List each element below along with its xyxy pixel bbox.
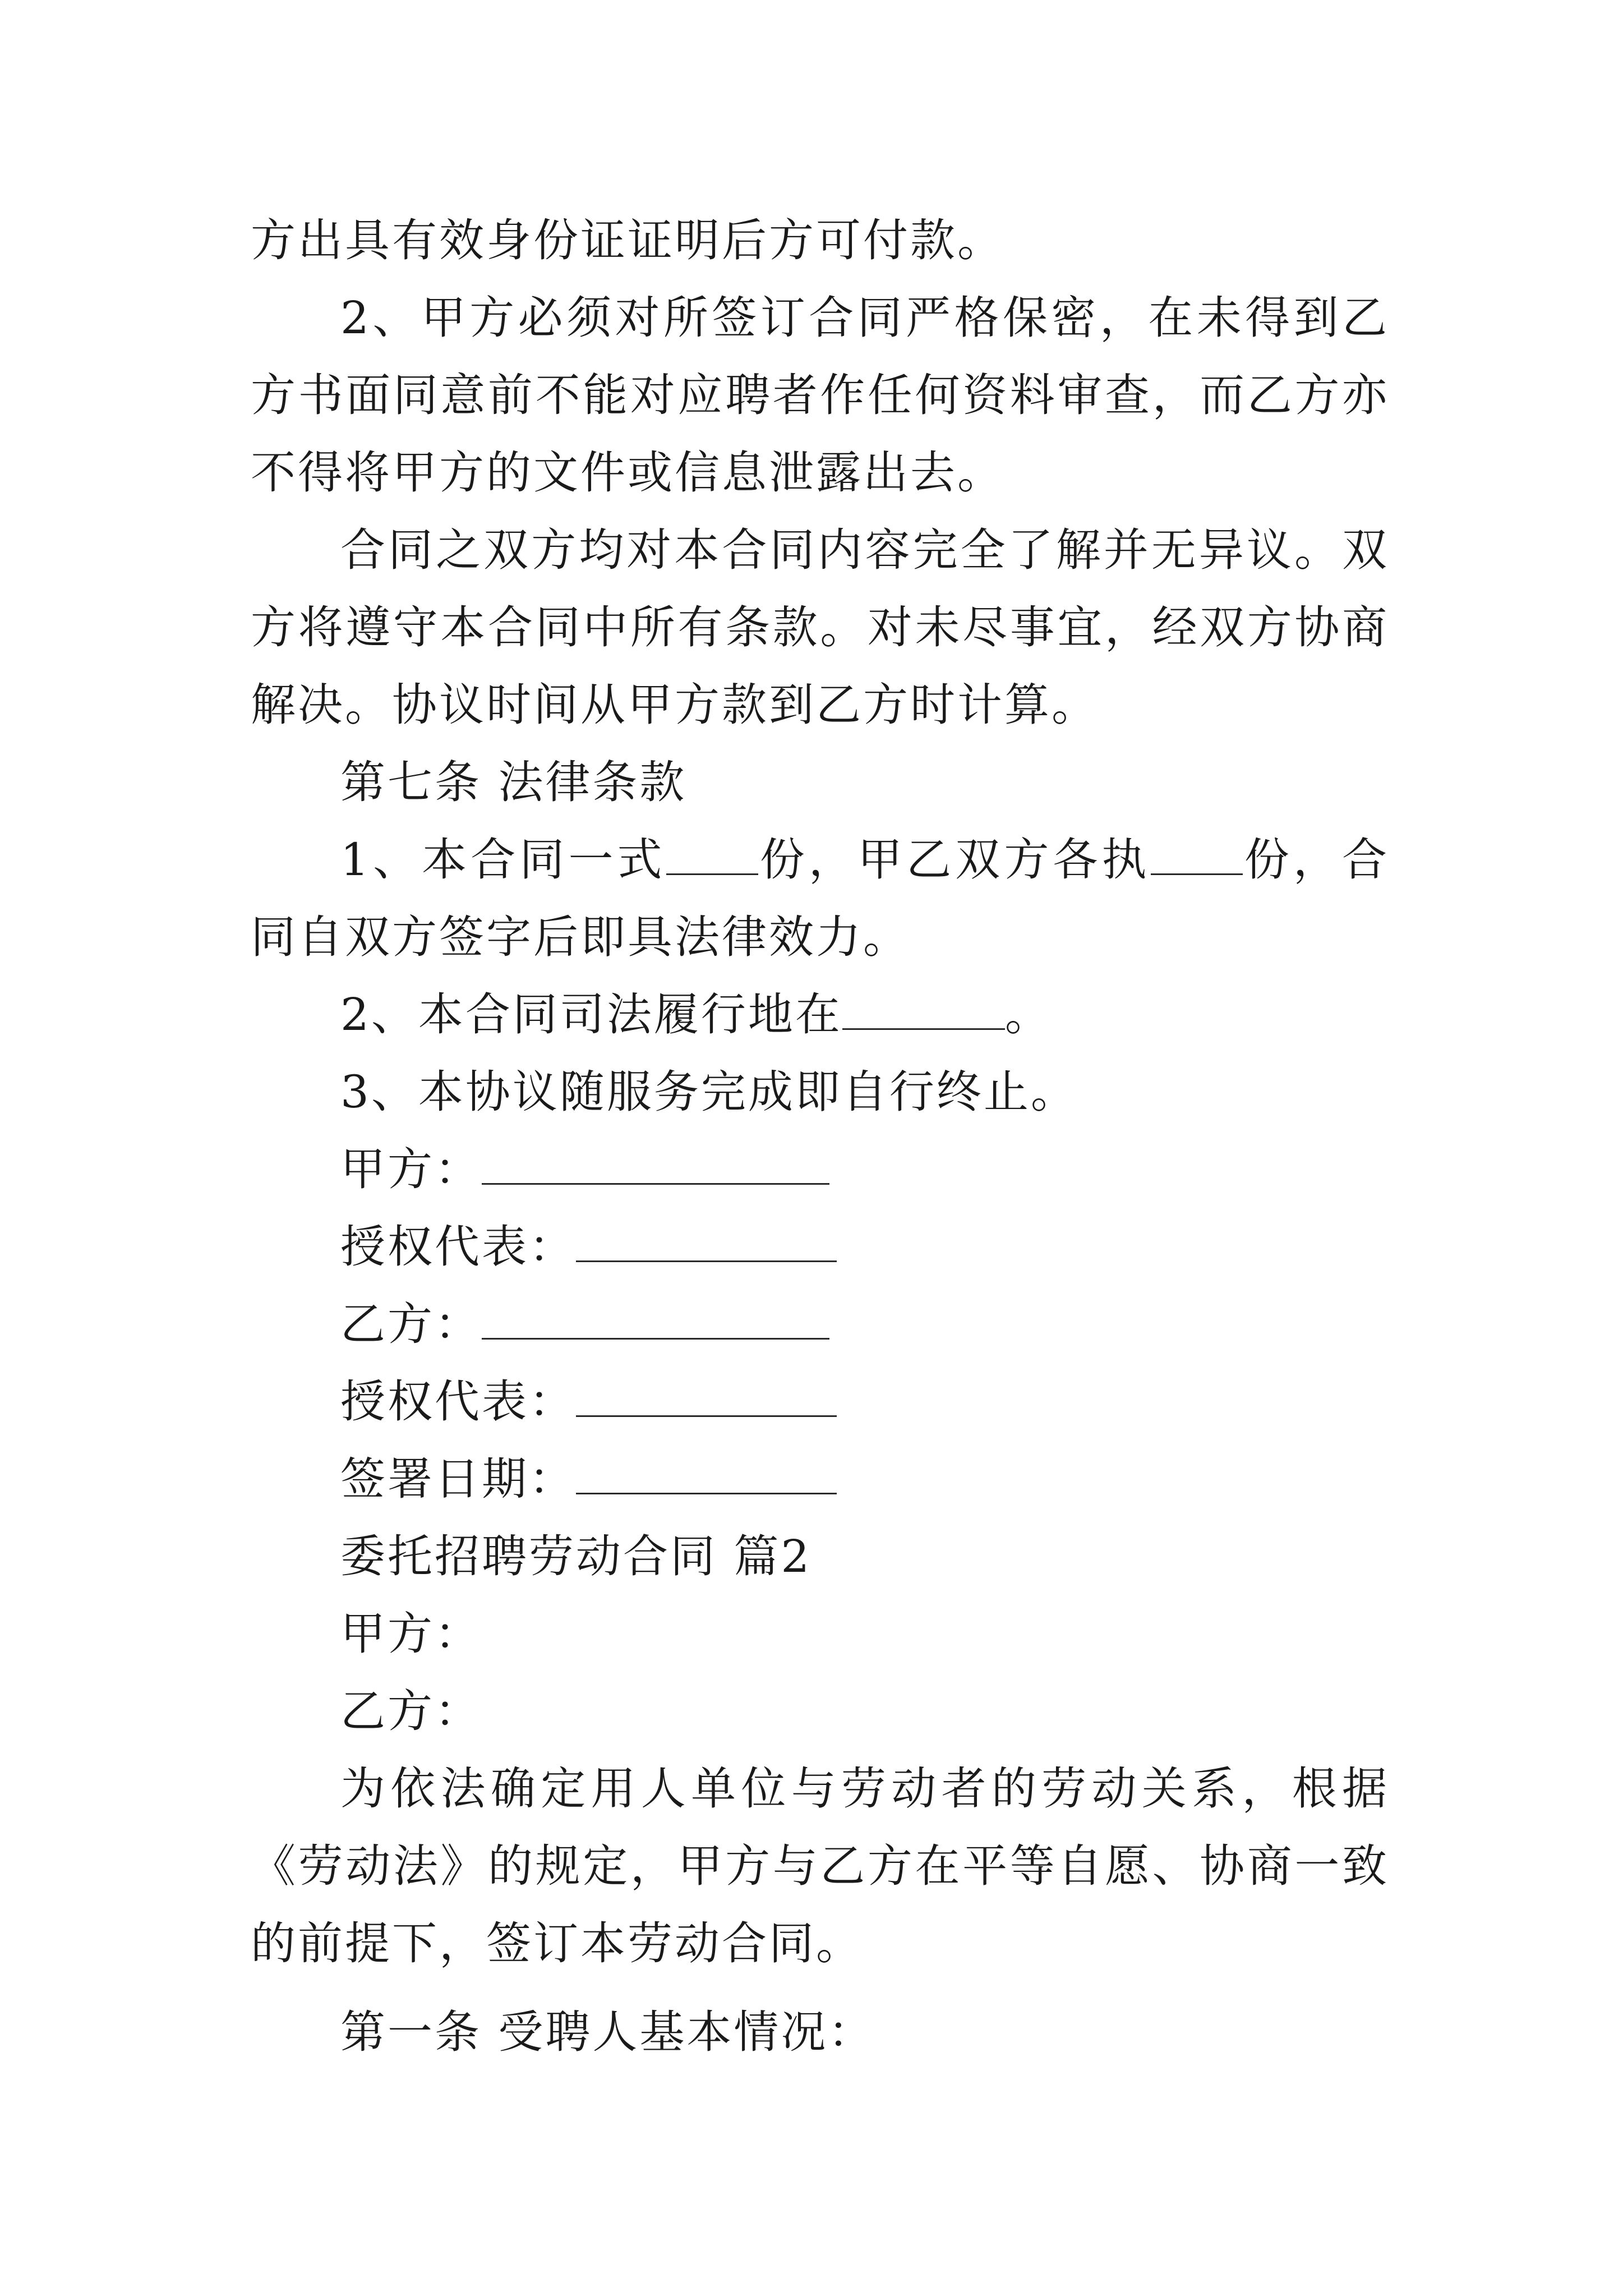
signature-rep-b-blank	[576, 1378, 837, 1417]
clause-jurisdiction	[251, 976, 1389, 1053]
section-2-title: 委托招聘劳动合同 篇2	[340, 1530, 812, 1582]
clause-copies-text-2: 份，甲乙双方各执	[758, 834, 1151, 886]
clause-copies-text-1: 1、本合同一式	[340, 834, 666, 886]
signature-rep-b-label: 授权代表：	[340, 1375, 576, 1428]
signature-date	[251, 1441, 1389, 1518]
article-7-heading: 第七条 法律条款	[340, 756, 687, 808]
article-1-heading: 第一条 受聘人基本情况：	[340, 2006, 875, 2058]
paragraph-agreement: 合同之双方均对本合同内容完全了解并无异议。双方将遵守本合同中所有条款。对未尽事宜，经双方协商解决。协议时间从甲方款到乙方时计算。	[251, 524, 1389, 731]
party-b-line: 乙方：	[340, 1685, 482, 1737]
signature-party-b-blank	[482, 1301, 829, 1340]
document-body	[251, 202, 1389, 2071]
signature-party-a-label: 甲方：	[340, 1143, 482, 1195]
clause-jurisdiction-text: 2、本合同司法履行地在	[340, 988, 842, 1041]
clause-jurisdiction-end: 。	[1004, 988, 1052, 1041]
paragraph-confidentiality: 2、甲方必须对所签订合同严格保密，在未得到乙方书面同意前不能对应聘者作任何资料审查，而乙方亦不得将甲方的文件或信息泄露出去。	[251, 292, 1389, 499]
signature-rep-a-label: 授权代表：	[340, 1221, 576, 1273]
signature-party-a	[251, 1131, 1389, 1208]
jurisdiction-blank	[842, 991, 1005, 1030]
paragraph-payment-condition: 方出具有效身份证证明后方可付款。	[251, 214, 1004, 266]
signature-rep-a	[251, 1208, 1389, 1286]
signature-party-b-label: 乙方：	[340, 1298, 482, 1350]
signature-rep-b	[251, 1363, 1389, 1441]
clause-termination: 3、本协议随服务完成即自行终止。	[340, 1066, 1078, 1118]
copies-total-blank	[666, 836, 758, 875]
paragraph-intro: 为依法确定用人单位与劳动者的劳动关系，根据《劳动法》的规定，甲方与乙方在平等自愿、协商一致的前提下，签订本劳动合同。	[251, 1763, 1389, 1970]
clause-copies	[251, 821, 1389, 976]
signature-rep-a-blank	[576, 1223, 837, 1262]
signature-party-b	[251, 1286, 1389, 1363]
signature-date-blank	[576, 1456, 837, 1494]
signature-party-a-blank	[482, 1146, 829, 1185]
party-a-line: 甲方：	[340, 1608, 482, 1660]
copies-each-blank	[1151, 836, 1243, 875]
signature-date-label: 签署日期：	[340, 1453, 576, 1505]
clause-copies-text-3: 份，合同自双方签字后即具法律效力。	[251, 834, 1390, 963]
